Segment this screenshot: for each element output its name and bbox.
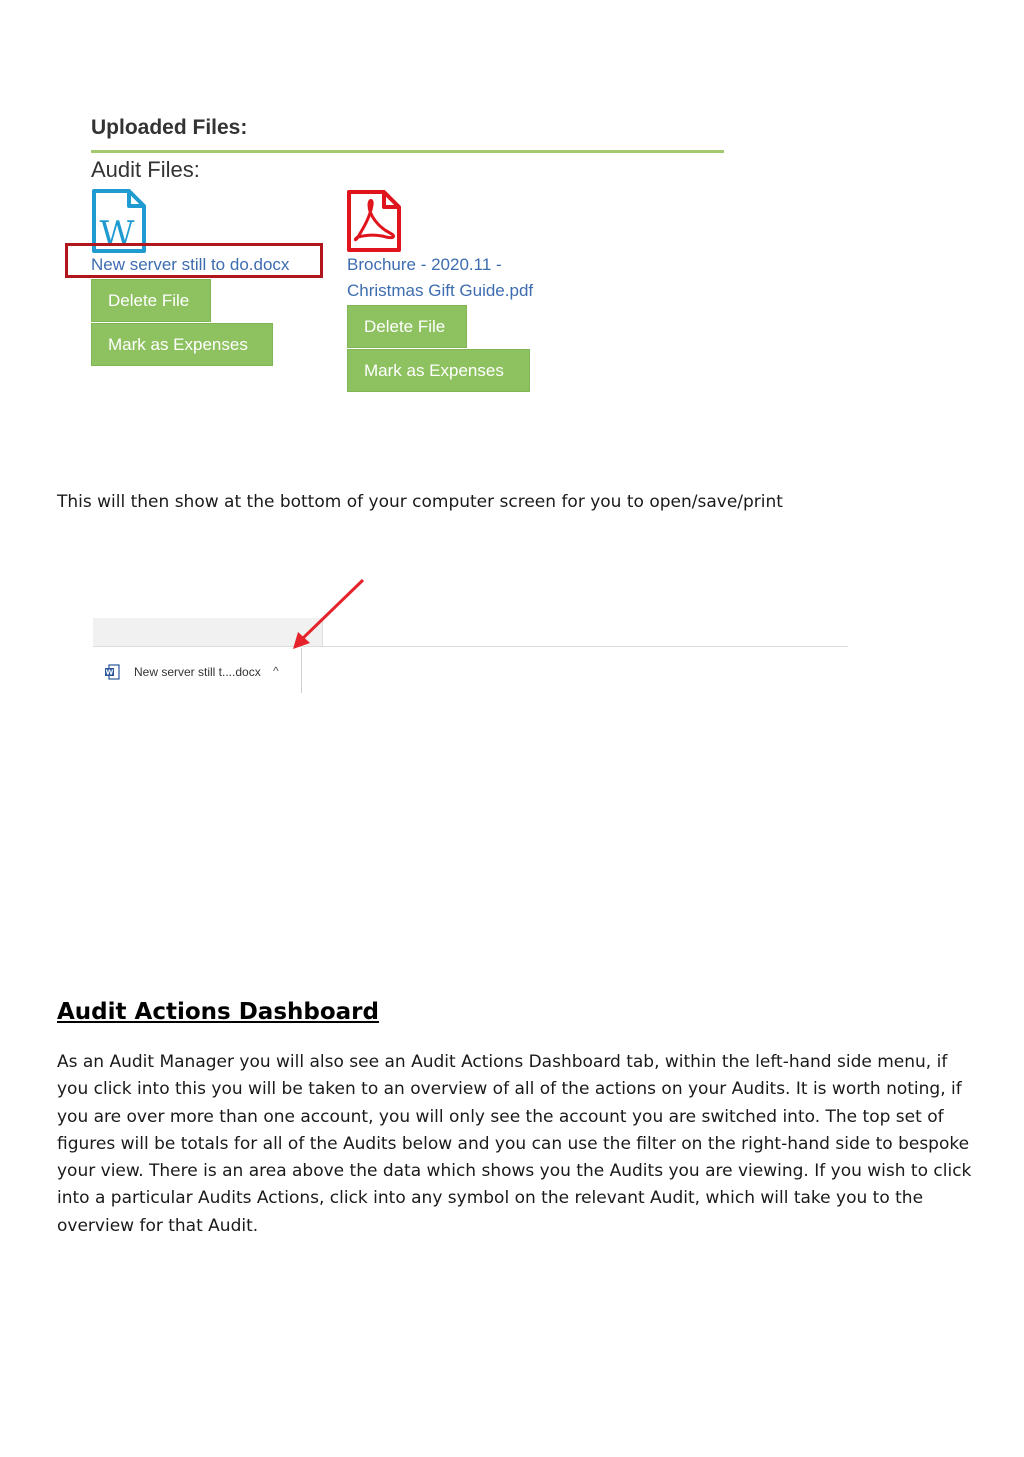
red-arrow-icon (288, 577, 368, 653)
section-heading: Audit Actions Dashboard (57, 999, 379, 1025)
paragraph-line: you click into this you will be taken to an overview of all of the actions on your Audits. It is worth noting, if (57, 1079, 962, 1100)
title-divider (91, 150, 724, 153)
svg-text:W: W (105, 668, 114, 677)
chevron-up-icon[interactable]: ^ (273, 664, 279, 678)
file-name-line: Christmas Gift Guide.pdf (347, 281, 534, 300)
mark-as-expenses-button[interactable]: Mark as Expenses (347, 349, 530, 392)
intro-sentence: This will then show at the bottom of your computer screen for you to open/save/print (57, 492, 783, 512)
file-name-link[interactable] (91, 252, 289, 278)
uploaded-files-title: Uploaded Files: (91, 116, 248, 139)
paragraph-line: figures will be totals for all of the Audits below and you can use the filter on the right-hand side to bespoke (57, 1133, 970, 1154)
delete-file-button[interactable]: Delete File (91, 279, 211, 322)
audit-files-label: Audit Files: (91, 157, 200, 182)
section-paragraph (57, 1049, 971, 1240)
download-item-divider (301, 648, 302, 693)
paragraph-line: your view. There is an area above the data which shows you the Audits you are viewing. If you wish to click (57, 1161, 972, 1182)
file-name-line: New server still to do.docx (91, 255, 290, 274)
mark-as-expenses-button[interactable]: Mark as Expenses (91, 323, 273, 366)
paragraph-line: you are over more than one account, you will only see the account you are switched into. The top set of (57, 1106, 944, 1127)
delete-file-button[interactable]: Delete File (347, 305, 467, 348)
download-file-name[interactable]: New server still t....docx (134, 665, 261, 679)
file-name-link[interactable] (347, 252, 533, 304)
paragraph-line: overview for that Audit. (57, 1215, 259, 1236)
paragraph-line: into a particular Audits Actions, click into any symbol on the relevant Audit, which will take you to the (57, 1188, 924, 1209)
pdf-doc-icon[interactable] (346, 189, 402, 253)
paragraph-line: As an Audit Manager you will also see an Audit Actions Dashboard tab, within the left-hand side menu, if (57, 1052, 948, 1072)
file-name-line: Brochure - 2020.11 - (347, 255, 502, 274)
download-bar-border (93, 646, 848, 647)
svg-text:W: W (99, 214, 135, 254)
word-doc-icon[interactable] (104, 664, 120, 680)
